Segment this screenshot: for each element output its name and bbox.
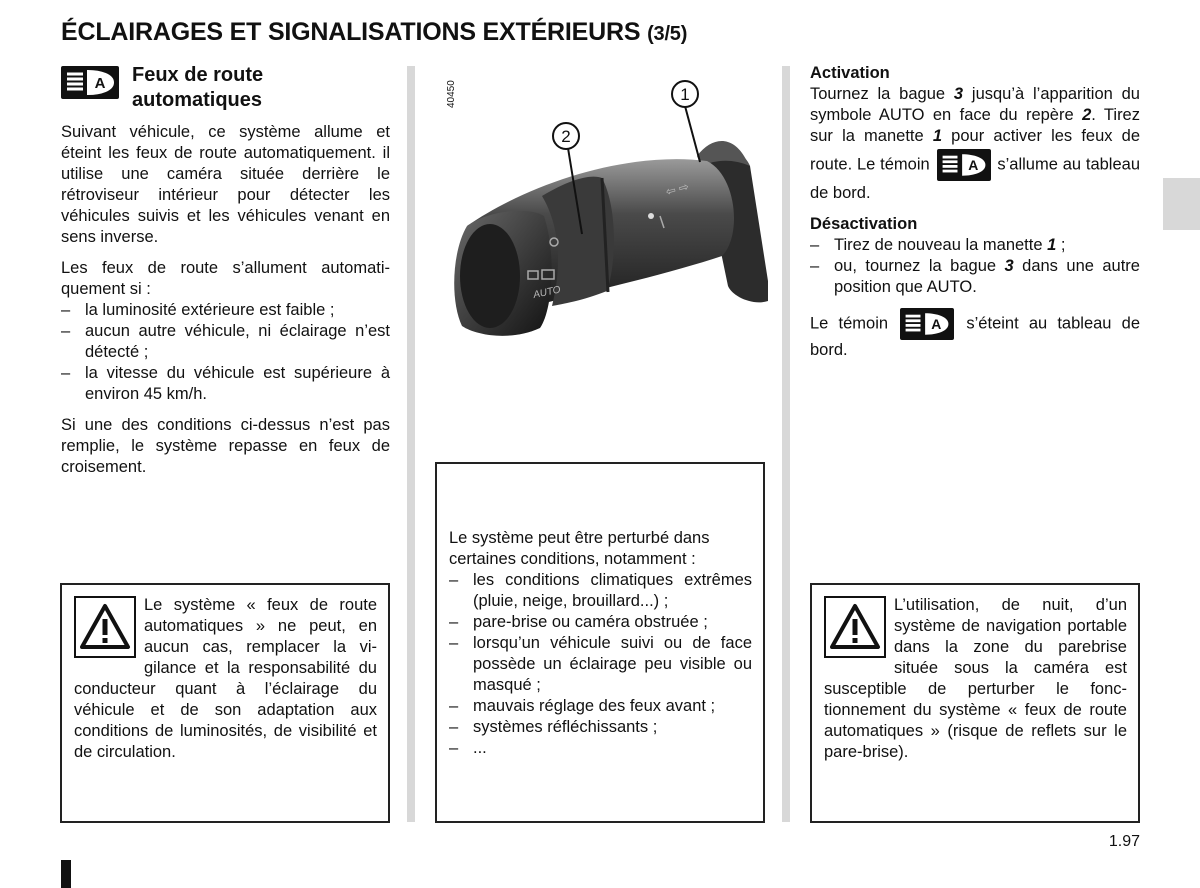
conditions-box bbox=[435, 462, 765, 823]
ref-2: 2 bbox=[1082, 106, 1092, 124]
list-item: – Tirez de nouveau la manette 1 ; bbox=[810, 235, 1140, 256]
page-number: 1.97 bbox=[1108, 833, 1140, 850]
deactivation-list bbox=[810, 235, 1140, 298]
deactivation-title: Désactivation bbox=[810, 215, 918, 233]
page-part: (3/5) bbox=[647, 23, 688, 45]
warning-text: Le système « feux de route automatiques » ne peut, en aucun cas, remplacer la vigilance et la responsabilité du conducteur quant à l’éclairage du véhicule et de son adaptation aux conditions de luminosités, de visibilité et de circulation. bbox=[74, 596, 377, 761]
column-divider-right bbox=[782, 66, 790, 822]
list-item: – aucun autre véhicule, ni éclairage n’est détecté ; bbox=[61, 321, 390, 363]
light-stalk-figure bbox=[432, 66, 768, 366]
svg-text:A: A bbox=[94, 75, 106, 92]
list-item: – lorsqu’un véhicule suivi ou de face possède un éclairage peu visible ou masqué ; bbox=[449, 633, 752, 696]
callout-1: 1 bbox=[680, 85, 690, 104]
list-item: – la luminosité extérieure est faible ; bbox=[61, 300, 390, 321]
auto-high-beam-icon bbox=[937, 149, 991, 181]
intro-paragraph: Suivant véhicule, ce système allume et éteint les feux de route automatiquement. il utilise une caméra située derrière le rétroviseur intérieur pour détecter les véhicules suivis et les véhicules venant en sens inverse. bbox=[61, 123, 390, 246]
page-title-text: ÉCLAIRAGES ET SIGNALISATIONS EXTÉRIEURS bbox=[61, 18, 641, 46]
disturbance-list bbox=[449, 570, 752, 759]
list-item: – mauvais réglage des feux avant ; bbox=[449, 696, 752, 717]
ref-1: 1 bbox=[932, 127, 943, 145]
callout-2: 2 bbox=[561, 127, 571, 146]
fallback-paragraph: Si une des conditions ci-dessus n’est pas remplie, le système repasse en feux de croisement. bbox=[61, 416, 390, 476]
list-item: – ou, tournez la bague 3 dans une autre position que AUTO. bbox=[810, 256, 1140, 298]
activation-title: Activation bbox=[810, 64, 890, 82]
conditions-list bbox=[61, 300, 390, 405]
warning-box-left bbox=[60, 583, 390, 823]
warning-text-left bbox=[74, 595, 377, 763]
svg-text:A: A bbox=[931, 316, 942, 333]
indicator-off-paragraph: Le témoin A s’éteint au tableau de bord. bbox=[810, 308, 1140, 361]
light-stalk-illustration bbox=[432, 66, 768, 366]
section-title-line2: automatiques bbox=[132, 89, 263, 111]
page-corner-mark bbox=[61, 860, 71, 888]
ref-3: 3 bbox=[953, 85, 964, 103]
chapter-thumb-tab bbox=[1163, 178, 1200, 230]
box-intro: Le système peut être perturbé dans certaines conditions, notamment : bbox=[449, 529, 710, 568]
section-title-line1: Feux de route bbox=[132, 64, 264, 86]
list-item: – les conditions climatiques extrêmes (pluie, neige, brouillard...) ; bbox=[449, 570, 752, 612]
list-item: – la vitesse du véhicule est supérieure à environ 45 km/h. bbox=[61, 363, 390, 405]
svg-text:A: A bbox=[967, 157, 978, 174]
warning-box-right bbox=[810, 583, 1140, 823]
list-item: – systèmes réfléchissants ; bbox=[449, 717, 752, 738]
page-title bbox=[61, 18, 687, 47]
auto-high-beam-icon bbox=[900, 308, 954, 340]
auto-high-beam-icon bbox=[61, 66, 119, 99]
figure-ref: 40450 bbox=[446, 80, 457, 108]
conditions-intro: Les feux de route s’allument automatiquement si : bbox=[61, 259, 390, 298]
auto-label: AUTO bbox=[532, 284, 562, 301]
svg-text:⇦ ⇨: ⇦ ⇨ bbox=[664, 179, 691, 199]
right-body bbox=[810, 63, 1140, 361]
section-title bbox=[132, 63, 263, 113]
warning-text-right bbox=[824, 595, 1127, 763]
warning-text: L’utilisation, de nuit, d’un système de navigation portable dans la zone du parebrise située sous la caméra est susceptible de perturber le fonctionnement du système « feux de route automatiques » (risque de reflets sur le pare-brise). bbox=[824, 596, 1127, 761]
conditions-box-body bbox=[449, 528, 752, 759]
activation-paragraph: Tournez la bague 3 jusqu’à l’apparition du symbole AUTO en face du repère 2. Tirez sur la manette 1 pour activer les feux de route. Le témoin A s’allume au tableau de bord. bbox=[810, 85, 1140, 202]
list-item: – pare-brise ou caméra obstruée ; bbox=[449, 612, 752, 633]
list-item: – ... bbox=[449, 738, 752, 759]
left-body bbox=[61, 122, 390, 478]
column-divider-left bbox=[407, 66, 415, 822]
